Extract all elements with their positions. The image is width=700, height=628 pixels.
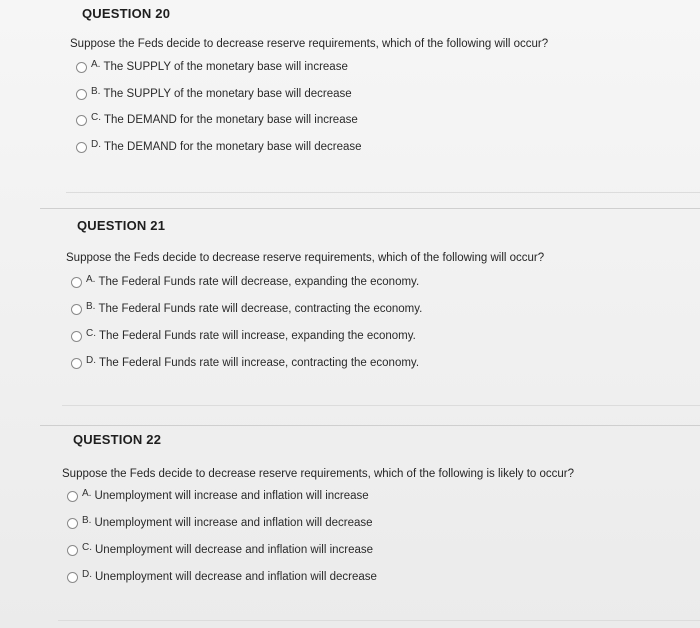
option-letter: B.: [86, 300, 96, 312]
section-divider: [40, 425, 700, 426]
option-letter: D.: [91, 138, 101, 150]
section-divider: [58, 620, 700, 621]
question-title: QUESTION 21: [77, 218, 166, 233]
question-prompt: Suppose the Feds decide to decrease reserve requirements, which of the following will occur?: [66, 252, 545, 264]
option-text: The SUPPLY of the monetary base will increase: [103, 61, 348, 73]
option-a[interactable]: [76, 58, 348, 76]
section-divider: [40, 208, 700, 209]
option-d[interactable]: [67, 568, 377, 586]
option-text: Unemployment will increase and inflation will increase: [94, 490, 369, 502]
question-title: QUESTION 20: [82, 6, 171, 21]
question-prompt: Suppose the Feds decide to decrease reserve requirements, which of the following will occur?: [70, 38, 549, 50]
option-text: The DEMAND for the monetary base will increase: [104, 114, 358, 126]
option-letter: C.: [91, 111, 101, 123]
option-c[interactable]: [76, 111, 358, 129]
option-letter: B.: [82, 514, 92, 526]
radio-button[interactable]: [71, 277, 82, 288]
radio-button[interactable]: [76, 115, 87, 126]
option-b[interactable]: [71, 300, 422, 318]
option-b[interactable]: [67, 514, 373, 532]
option-text: The SUPPLY of the monetary base will decrease: [103, 88, 352, 100]
option-text: The Federal Funds rate will decrease, expanding the economy.: [98, 276, 420, 288]
radio-button[interactable]: [76, 62, 87, 73]
section-divider: [66, 192, 700, 193]
option-text: The Federal Funds rate will increase, contracting the economy.: [99, 357, 420, 369]
option-c[interactable]: [71, 327, 416, 345]
option-c[interactable]: [67, 541, 373, 559]
option-letter: D.: [86, 354, 96, 366]
option-letter: C.: [82, 541, 92, 553]
option-letter: A.: [91, 58, 101, 70]
option-text: Unemployment will decrease and inflation will increase: [95, 544, 374, 556]
option-letter: D.: [82, 568, 92, 580]
option-text: Unemployment will decrease and inflation will decrease: [95, 571, 377, 583]
option-text: The DEMAND for the monetary base will decrease: [104, 141, 362, 153]
option-letter: A.: [82, 487, 92, 499]
radio-button[interactable]: [67, 518, 78, 529]
option-letter: B.: [91, 85, 101, 97]
option-b[interactable]: [76, 85, 352, 103]
radio-button[interactable]: [67, 545, 78, 556]
option-text: Unemployment will increase and inflation will decrease: [94, 517, 373, 529]
option-d[interactable]: [76, 138, 362, 156]
radio-button[interactable]: [71, 331, 82, 342]
option-d[interactable]: [71, 354, 419, 372]
option-letter: A.: [86, 273, 96, 285]
option-a[interactable]: [71, 273, 419, 291]
radio-button[interactable]: [71, 358, 82, 369]
option-text: The Federal Funds rate will increase, expanding the economy.: [99, 330, 416, 342]
question-title: QUESTION 22: [73, 432, 162, 447]
radio-button[interactable]: [76, 142, 87, 153]
radio-button[interactable]: [67, 491, 78, 502]
radio-button[interactable]: [67, 572, 78, 583]
question-prompt: Suppose the Feds decide to decrease reserve requirements, which of the following is likely to occur?: [62, 468, 575, 480]
section-divider: [62, 405, 700, 406]
radio-button[interactable]: [76, 89, 87, 100]
option-a[interactable]: [67, 487, 369, 505]
option-text: The Federal Funds rate will decrease, contracting the economy.: [98, 303, 423, 315]
option-letter: C.: [86, 327, 96, 339]
radio-button[interactable]: [71, 304, 82, 315]
